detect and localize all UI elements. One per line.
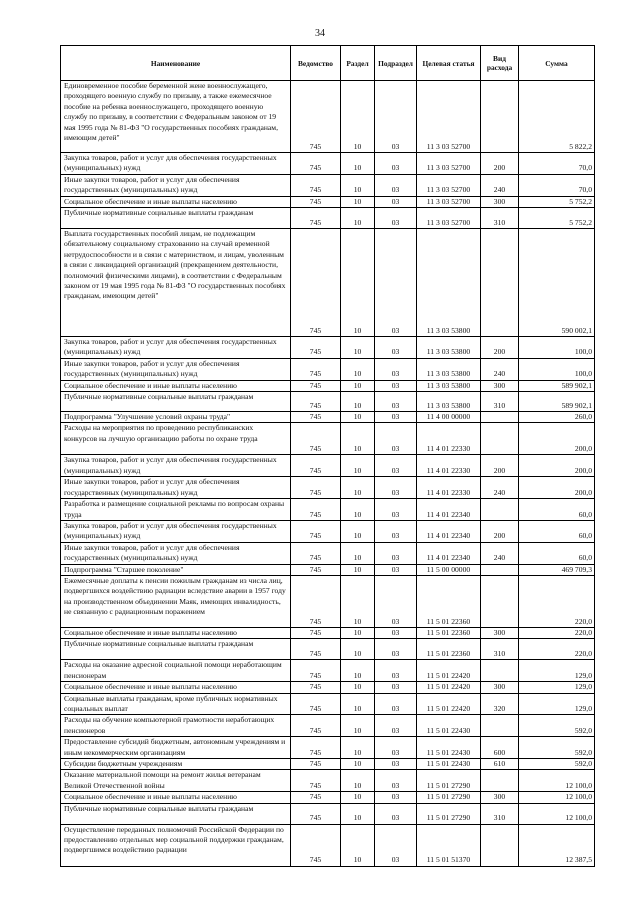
cell-vedomstvo: 745 bbox=[291, 412, 341, 423]
cell-vid bbox=[481, 824, 519, 866]
cell-podrazdel: 03 bbox=[375, 770, 417, 792]
cell-vid: 610 bbox=[481, 759, 519, 770]
cell-stat: 11 5 01 22360 bbox=[417, 627, 481, 638]
cell-vedomstvo: 745 bbox=[291, 639, 341, 660]
cell-razdel: 10 bbox=[341, 737, 375, 759]
table-row bbox=[61, 770, 595, 792]
cell-stat: 11 3 03 52700 bbox=[417, 153, 481, 175]
cell-sum: 129,0 bbox=[519, 660, 595, 682]
cell-razdel: 10 bbox=[341, 455, 375, 477]
cell-sum: 592,0 bbox=[519, 759, 595, 770]
cell-vid: 300 bbox=[481, 380, 519, 391]
cell-name: Публичные нормативные социальные выплаты гражданам bbox=[61, 392, 291, 412]
cell-vedomstvo: 745 bbox=[291, 792, 341, 803]
cell-razdel: 10 bbox=[341, 575, 375, 627]
cell-stat: 11 4 01 22330 bbox=[417, 423, 481, 455]
table-header bbox=[61, 46, 595, 81]
cell-podrazdel: 03 bbox=[375, 208, 417, 229]
cell-stat: 11 5 00 00000 bbox=[417, 564, 481, 575]
table-row bbox=[61, 564, 595, 575]
cell-vid: 300 bbox=[481, 792, 519, 803]
cell-podrazdel: 03 bbox=[375, 824, 417, 866]
cell-stat: 11 4 01 22340 bbox=[417, 499, 481, 521]
table-row bbox=[61, 627, 595, 638]
cell-razdel: 10 bbox=[341, 627, 375, 638]
cell-name: Иные закупки товаров, работ и услуг для обеспечения государственных (муниципальных) нужд bbox=[61, 174, 291, 196]
cell-vedomstvo: 745 bbox=[291, 499, 341, 521]
cell-razdel: 10 bbox=[341, 392, 375, 412]
table-row bbox=[61, 803, 595, 824]
cell-razdel: 10 bbox=[341, 693, 375, 715]
cell-vedomstvo: 745 bbox=[291, 229, 341, 337]
cell-vid: 300 bbox=[481, 196, 519, 207]
cell-podrazdel: 03 bbox=[375, 229, 417, 337]
cell-stat: 11 5 01 22360 bbox=[417, 639, 481, 660]
cell-razdel: 10 bbox=[341, 682, 375, 693]
cell-vedomstvo: 745 bbox=[291, 477, 341, 499]
cell-name: Расходы на оказание адресной социальной помощи неработающим пенсионерам bbox=[61, 660, 291, 682]
table-row bbox=[61, 824, 595, 866]
cell-podrazdel: 03 bbox=[375, 174, 417, 196]
cell-sum: 220,0 bbox=[519, 627, 595, 638]
cell-vedomstvo: 745 bbox=[291, 81, 341, 153]
cell-sum: 129,0 bbox=[519, 693, 595, 715]
cell-razdel: 10 bbox=[341, 412, 375, 423]
cell-name: Публичные нормативные социальные выплаты гражданам bbox=[61, 639, 291, 660]
cell-sum: 12 100,0 bbox=[519, 770, 595, 792]
cell-sum: 200,0 bbox=[519, 455, 595, 477]
table-row bbox=[61, 229, 595, 337]
cell-razdel: 10 bbox=[341, 358, 375, 380]
cell-razdel: 10 bbox=[341, 174, 375, 196]
cell-vid: 310 bbox=[481, 392, 519, 412]
cell-razdel: 10 bbox=[341, 520, 375, 542]
cell-vedomstvo: 745 bbox=[291, 693, 341, 715]
cell-vid: 240 bbox=[481, 174, 519, 196]
cell-name: Социальное обеспечение и иные выплаты населению bbox=[61, 627, 291, 638]
cell-sum: 592,0 bbox=[519, 715, 595, 737]
table-row bbox=[61, 575, 595, 627]
cell-podrazdel: 03 bbox=[375, 423, 417, 455]
cell-stat: 11 5 01 22420 bbox=[417, 682, 481, 693]
cell-vedomstvo: 745 bbox=[291, 759, 341, 770]
cell-razdel: 10 bbox=[341, 81, 375, 153]
cell-sum: 60,0 bbox=[519, 542, 595, 564]
cell-podrazdel: 03 bbox=[375, 627, 417, 638]
cell-razdel: 10 bbox=[341, 639, 375, 660]
table-row bbox=[61, 693, 595, 715]
cell-name: Социальные выплаты гражданам, кроме публичных нормативных социальных выплат bbox=[61, 693, 291, 715]
cell-vid: 240 bbox=[481, 358, 519, 380]
cell-podrazdel: 03 bbox=[375, 499, 417, 521]
cell-razdel: 10 bbox=[341, 824, 375, 866]
cell-stat: 11 3 03 53800 bbox=[417, 392, 481, 412]
cell-stat: 11 3 03 52700 bbox=[417, 81, 481, 153]
cell-vid bbox=[481, 423, 519, 455]
cell-sum: 5 822,2 bbox=[519, 81, 595, 153]
cell-razdel: 10 bbox=[341, 477, 375, 499]
cell-name: Предоставление субсидий бюджетным, автономным учреждениям и иным некоммерческим организациям bbox=[61, 737, 291, 759]
cell-stat: 11 3 03 53800 bbox=[417, 337, 481, 359]
cell-razdel: 10 bbox=[341, 499, 375, 521]
cell-stat: 11 3 03 53800 bbox=[417, 380, 481, 391]
cell-stat: 11 4 01 22330 bbox=[417, 477, 481, 499]
cell-vid bbox=[481, 229, 519, 337]
cell-vedomstvo: 745 bbox=[291, 803, 341, 824]
cell-stat: 11 5 01 27290 bbox=[417, 803, 481, 824]
cell-vid bbox=[481, 660, 519, 682]
cell-sum: 589 902,1 bbox=[519, 380, 595, 391]
cell-podrazdel: 03 bbox=[375, 477, 417, 499]
cell-name: Социальное обеспечение и иные выплаты населению bbox=[61, 792, 291, 803]
cell-vedomstvo: 745 bbox=[291, 564, 341, 575]
cell-podrazdel: 03 bbox=[375, 455, 417, 477]
table-row bbox=[61, 208, 595, 229]
header-stat: Целевая статья bbox=[417, 46, 481, 81]
cell-sum: 12 100,0 bbox=[519, 792, 595, 803]
cell-podrazdel: 03 bbox=[375, 337, 417, 359]
cell-vid: 310 bbox=[481, 639, 519, 660]
cell-stat: 11 4 01 22340 bbox=[417, 542, 481, 564]
cell-podrazdel: 03 bbox=[375, 520, 417, 542]
table-row bbox=[61, 392, 595, 412]
cell-vid bbox=[481, 499, 519, 521]
cell-vid: 240 bbox=[481, 477, 519, 499]
cell-sum: 60,0 bbox=[519, 499, 595, 521]
cell-sum: 220,0 bbox=[519, 639, 595, 660]
cell-name: Расходы на обучение компьютерной грамотности неработающих пенсионеров bbox=[61, 715, 291, 737]
cell-stat: 11 3 03 52700 bbox=[417, 196, 481, 207]
cell-name: Осуществление переданных полномочий Российской Федерации по предоставлению отдельных мер социальной поддержки гражданам, подвергшимся воздействию радиации bbox=[61, 824, 291, 866]
cell-name: Ежемесячные доплаты к пенсии пожилым гражданам из числа лиц, подвергшихся воздействию радиации вследствие аварии в 1957 году на производственном объединении Маяк, имеющих инвалидность, не связанную с радиационным поражением bbox=[61, 575, 291, 627]
cell-podrazdel: 03 bbox=[375, 715, 417, 737]
cell-vid: 320 bbox=[481, 693, 519, 715]
cell-vedomstvo: 745 bbox=[291, 575, 341, 627]
cell-name: Иные закупки товаров, работ и услуг для обеспечения государственных (муниципальных) нужд bbox=[61, 358, 291, 380]
cell-podrazdel: 03 bbox=[375, 660, 417, 682]
cell-podrazdel: 03 bbox=[375, 564, 417, 575]
cell-podrazdel: 03 bbox=[375, 792, 417, 803]
header-podrazdel: Подраздел bbox=[375, 46, 417, 81]
table-row bbox=[61, 520, 595, 542]
cell-name: Расходы на мероприятия по проведению республиканских конкурсов на лучшую организацию работы по охране труда bbox=[61, 423, 291, 455]
cell-name: Закупка товаров, работ и услуг для обеспечения государственных (муниципальных) нужд bbox=[61, 153, 291, 175]
cell-name: Иные закупки товаров, работ и услуг для обеспечения государственных (муниципальных) нужд bbox=[61, 477, 291, 499]
cell-stat: 11 5 01 22420 bbox=[417, 693, 481, 715]
cell-vedomstvo: 745 bbox=[291, 824, 341, 866]
cell-vid: 300 bbox=[481, 627, 519, 638]
cell-name: Единовременное пособие беременной жене военнослужащего, проходящего военную службу по призыву, а также ежемесячное пособие на ребенка военнослужащего, проходящего военную службу по призыву, в соответствии с Федеральным законом от 19 мая 1995 года № 81-ФЗ "О государственных пособиях гражданам, имеющим детей" bbox=[61, 81, 291, 153]
cell-podrazdel: 03 bbox=[375, 803, 417, 824]
table-row bbox=[61, 715, 595, 737]
cell-razdel: 10 bbox=[341, 423, 375, 455]
cell-razdel: 10 bbox=[341, 337, 375, 359]
cell-vedomstvo: 745 bbox=[291, 660, 341, 682]
cell-sum: 590 002,1 bbox=[519, 229, 595, 337]
cell-vedomstvo: 745 bbox=[291, 455, 341, 477]
cell-stat: 11 5 01 51370 bbox=[417, 824, 481, 866]
table-row bbox=[61, 737, 595, 759]
cell-stat: 11 3 03 53800 bbox=[417, 358, 481, 380]
cell-sum: 100,0 bbox=[519, 337, 595, 359]
cell-vedomstvo: 745 bbox=[291, 520, 341, 542]
cell-vid bbox=[481, 770, 519, 792]
cell-podrazdel: 03 bbox=[375, 737, 417, 759]
cell-razdel: 10 bbox=[341, 229, 375, 337]
cell-razdel: 10 bbox=[341, 792, 375, 803]
table-row bbox=[61, 423, 595, 455]
cell-podrazdel: 03 bbox=[375, 682, 417, 693]
cell-razdel: 10 bbox=[341, 564, 375, 575]
cell-sum: 12 100,0 bbox=[519, 803, 595, 824]
cell-vedomstvo: 745 bbox=[291, 737, 341, 759]
cell-sum: 70,0 bbox=[519, 153, 595, 175]
cell-name: Закупка товаров, работ и услуг для обеспечения государственных (муниципальных) нужд bbox=[61, 520, 291, 542]
cell-razdel: 10 bbox=[341, 803, 375, 824]
table-row bbox=[61, 542, 595, 564]
cell-name: Подпрограмма "Улучшение условий охраны труда" bbox=[61, 412, 291, 423]
table-row bbox=[61, 792, 595, 803]
cell-sum: 592,0 bbox=[519, 737, 595, 759]
cell-name: Социальное обеспечение и иные выплаты населению bbox=[61, 196, 291, 207]
cell-vedomstvo: 745 bbox=[291, 423, 341, 455]
table-row bbox=[61, 153, 595, 175]
cell-stat: 11 5 01 22430 bbox=[417, 737, 481, 759]
cell-vid bbox=[481, 81, 519, 153]
cell-name: Подпрограмма "Старшее поколение" bbox=[61, 564, 291, 575]
table-row bbox=[61, 412, 595, 423]
cell-name: Публичные нормативные социальные выплаты гражданам bbox=[61, 803, 291, 824]
cell-razdel: 10 bbox=[341, 208, 375, 229]
cell-vedomstvo: 745 bbox=[291, 208, 341, 229]
page-number: 34 bbox=[315, 28, 325, 39]
cell-stat: 11 4 00 00000 bbox=[417, 412, 481, 423]
cell-vid bbox=[481, 564, 519, 575]
cell-vid: 300 bbox=[481, 682, 519, 693]
cell-name: Социальное обеспечение и иные выплаты населению bbox=[61, 380, 291, 391]
table-row bbox=[61, 455, 595, 477]
cell-sum: 200,0 bbox=[519, 423, 595, 455]
table-row bbox=[61, 174, 595, 196]
table-row bbox=[61, 759, 595, 770]
cell-podrazdel: 03 bbox=[375, 81, 417, 153]
cell-razdel: 10 bbox=[341, 759, 375, 770]
cell-stat: 11 5 01 27290 bbox=[417, 770, 481, 792]
cell-razdel: 10 bbox=[341, 153, 375, 175]
header-razdel: Раздел bbox=[341, 46, 375, 81]
cell-vid: 200 bbox=[481, 520, 519, 542]
cell-stat: 11 5 01 27290 bbox=[417, 792, 481, 803]
cell-vid: 310 bbox=[481, 803, 519, 824]
cell-sum: 70,0 bbox=[519, 174, 595, 196]
cell-podrazdel: 03 bbox=[375, 759, 417, 770]
header-vid: Вид расхода bbox=[481, 46, 519, 81]
cell-razdel: 10 bbox=[341, 196, 375, 207]
table-body bbox=[61, 81, 595, 867]
cell-podrazdel: 03 bbox=[375, 358, 417, 380]
cell-stat: 11 3 03 52700 bbox=[417, 174, 481, 196]
cell-vedomstvo: 745 bbox=[291, 337, 341, 359]
cell-vedomstvo: 745 bbox=[291, 392, 341, 412]
table-row bbox=[61, 499, 595, 521]
cell-vid: 200 bbox=[481, 455, 519, 477]
cell-vedomstvo: 745 bbox=[291, 358, 341, 380]
table-row bbox=[61, 682, 595, 693]
cell-podrazdel: 03 bbox=[375, 693, 417, 715]
cell-podrazdel: 03 bbox=[375, 412, 417, 423]
cell-vedomstvo: 745 bbox=[291, 153, 341, 175]
cell-sum: 5 752,2 bbox=[519, 208, 595, 229]
cell-name: Публичные нормативные социальные выплаты гражданам bbox=[61, 208, 291, 229]
cell-stat: 11 5 01 22430 bbox=[417, 715, 481, 737]
cell-sum: 200,0 bbox=[519, 477, 595, 499]
cell-vid bbox=[481, 575, 519, 627]
cell-sum: 5 752,2 bbox=[519, 196, 595, 207]
cell-sum: 60,0 bbox=[519, 520, 595, 542]
cell-sum: 129,0 bbox=[519, 682, 595, 693]
cell-name: Закупка товаров, работ и услуг для обеспечения государственных (муниципальных) нужд bbox=[61, 337, 291, 359]
cell-podrazdel: 03 bbox=[375, 392, 417, 412]
table-row bbox=[61, 380, 595, 391]
cell-vedomstvo: 745 bbox=[291, 380, 341, 391]
cell-vid bbox=[481, 412, 519, 423]
table-row bbox=[61, 196, 595, 207]
cell-stat: 11 5 01 22430 bbox=[417, 759, 481, 770]
cell-stat: 11 4 01 22340 bbox=[417, 520, 481, 542]
table-row bbox=[61, 337, 595, 359]
cell-podrazdel: 03 bbox=[375, 153, 417, 175]
cell-sum: 100,0 bbox=[519, 358, 595, 380]
cell-vedomstvo: 745 bbox=[291, 715, 341, 737]
cell-vid: 200 bbox=[481, 153, 519, 175]
cell-razdel: 10 bbox=[341, 770, 375, 792]
cell-stat: 11 3 03 53800 bbox=[417, 229, 481, 337]
cell-name: Оказание материальной помощи на ремонт жилья ветеранам Великой Отечественной войны bbox=[61, 770, 291, 792]
cell-vedomstvo: 745 bbox=[291, 174, 341, 196]
cell-sum: 12 387,5 bbox=[519, 824, 595, 866]
cell-stat: 11 3 03 52700 bbox=[417, 208, 481, 229]
cell-sum: 589 902,1 bbox=[519, 392, 595, 412]
cell-podrazdel: 03 bbox=[375, 575, 417, 627]
table-row bbox=[61, 660, 595, 682]
cell-vedomstvo: 745 bbox=[291, 770, 341, 792]
cell-razdel: 10 bbox=[341, 542, 375, 564]
cell-name: Закупка товаров, работ и услуг для обеспечения государственных (муниципальных) нужд bbox=[61, 455, 291, 477]
cell-vid: 240 bbox=[481, 542, 519, 564]
cell-name: Разработка и размещение социальной рекламы по вопросам охраны труда bbox=[61, 499, 291, 521]
cell-name: Социальное обеспечение и иные выплаты населению bbox=[61, 682, 291, 693]
cell-name: Иные закупки товаров, работ и услуг для обеспечения государственных (муниципальных) нужд bbox=[61, 542, 291, 564]
budget-table bbox=[60, 45, 595, 867]
cell-sum: 220,0 bbox=[519, 575, 595, 627]
header-name: Наименование bbox=[61, 46, 291, 81]
cell-razdel: 10 bbox=[341, 380, 375, 391]
cell-podrazdel: 03 bbox=[375, 542, 417, 564]
header-vedomstvo: Ведомство bbox=[291, 46, 341, 81]
cell-vid: 310 bbox=[481, 208, 519, 229]
cell-name: Субсидии бюджетным учреждениям bbox=[61, 759, 291, 770]
cell-vedomstvo: 745 bbox=[291, 682, 341, 693]
table-row bbox=[61, 81, 595, 153]
cell-vedomstvo: 745 bbox=[291, 627, 341, 638]
cell-razdel: 10 bbox=[341, 660, 375, 682]
cell-stat: 11 5 01 22420 bbox=[417, 660, 481, 682]
cell-stat: 11 5 01 22360 bbox=[417, 575, 481, 627]
table-row bbox=[61, 639, 595, 660]
cell-vid: 200 bbox=[481, 337, 519, 359]
cell-podrazdel: 03 bbox=[375, 196, 417, 207]
cell-vedomstvo: 745 bbox=[291, 542, 341, 564]
cell-sum: 469 709,3 bbox=[519, 564, 595, 575]
header-sum: Сумма bbox=[519, 46, 595, 81]
cell-stat: 11 4 01 22330 bbox=[417, 455, 481, 477]
cell-razdel: 10 bbox=[341, 715, 375, 737]
cell-vid: 600 bbox=[481, 737, 519, 759]
table-row bbox=[61, 358, 595, 380]
table-row bbox=[61, 477, 595, 499]
cell-vedomstvo: 745 bbox=[291, 196, 341, 207]
cell-sum: 260,0 bbox=[519, 412, 595, 423]
cell-podrazdel: 03 bbox=[375, 639, 417, 660]
cell-vid bbox=[481, 715, 519, 737]
cell-podrazdel: 03 bbox=[375, 380, 417, 391]
cell-name: Выплата государственных пособий лицам, не подлежащим обязательному социальному страхованию на случай временной нетрудоспособности и в связи с материнством, и лицам, уволенным в связи с ликвидацией организаций (прекращением деятельности, полномочий физическими лицами), в соответствии с Федеральным законом от 19 мая 1995 года № 81-ФЗ "О государственных пособиях гражданам, имеющим детей" bbox=[61, 229, 291, 337]
